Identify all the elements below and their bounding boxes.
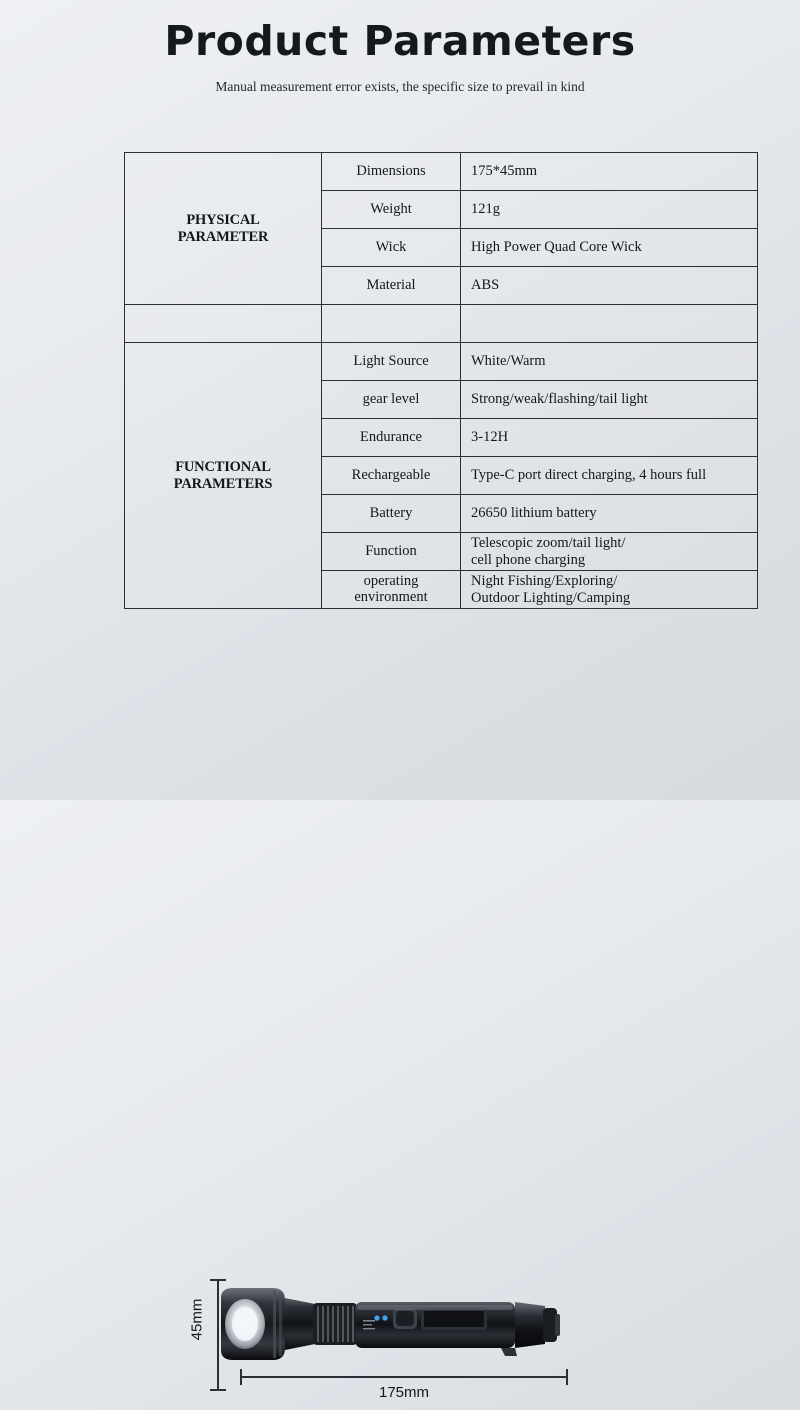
spec-key-line1: operating bbox=[363, 572, 419, 589]
spec-key: Light Source bbox=[322, 343, 461, 381]
height-dimension bbox=[188, 1279, 224, 1391]
spec-value: White/Warm bbox=[461, 343, 758, 381]
spec-key: Endurance bbox=[322, 419, 461, 457]
spec-value: 26650 lithium battery bbox=[461, 495, 758, 533]
battery-indicator-led bbox=[382, 1315, 387, 1320]
spec-value: 3-12H bbox=[461, 419, 758, 457]
spec-key-line2: environment bbox=[354, 588, 428, 605]
group-label-functional bbox=[125, 343, 322, 609]
length-dimension-label: 175mm bbox=[378, 1384, 430, 1401]
dimension-cap bbox=[210, 1389, 226, 1391]
spec-key: Weight bbox=[322, 191, 461, 229]
specification-table bbox=[124, 152, 758, 609]
group-label-line1: PHYSICAL bbox=[186, 212, 260, 229]
spec-key: Dimensions bbox=[322, 153, 461, 191]
spec-key bbox=[322, 571, 461, 609]
zoom-ring bbox=[313, 1303, 357, 1345]
spacer-cell bbox=[322, 305, 461, 343]
spec-value-line2: Outdoor Lighting/Camping bbox=[471, 589, 631, 606]
height-dimension-label: 45mm bbox=[188, 1298, 206, 1341]
flashlight-tailcap bbox=[515, 1302, 545, 1348]
spec-key: Function bbox=[322, 533, 461, 571]
length-dimension bbox=[240, 1376, 568, 1410]
spec-value-line2: cell phone charging bbox=[471, 551, 586, 568]
tail-button bbox=[555, 1314, 560, 1336]
table-row bbox=[125, 153, 758, 191]
spec-value: Strong/weak/flashing/tail light bbox=[461, 381, 758, 419]
group-label-physical bbox=[125, 153, 322, 305]
pocket-clip bbox=[501, 1348, 517, 1356]
spacer-cell bbox=[125, 305, 322, 343]
dimension-line bbox=[240, 1376, 568, 1378]
spec-value: Type-C port direct charging, 4 hours full bbox=[461, 457, 758, 495]
spec-key: Rechargeable bbox=[322, 457, 461, 495]
page-title: Product Parameters bbox=[164, 17, 636, 65]
table-row bbox=[125, 343, 758, 381]
group-label-line2: PARAMETER bbox=[177, 228, 269, 245]
group-label-line1: FUNCTIONAL bbox=[175, 459, 271, 476]
dimension-line bbox=[217, 1279, 219, 1391]
spec-value: 121g bbox=[461, 191, 758, 229]
spec-value-line1: Night Fishing/Exploring/ bbox=[471, 573, 618, 590]
spec-value: 175*45mm bbox=[461, 153, 758, 191]
spec-value bbox=[461, 533, 758, 571]
spec-value bbox=[461, 571, 758, 609]
spec-key: Material bbox=[322, 267, 461, 305]
spec-key: Wick bbox=[322, 229, 461, 267]
dimension-cap bbox=[566, 1369, 568, 1385]
spec-value-line1: Telescopic zoom/tail light/ bbox=[471, 535, 626, 552]
flashlight-neck bbox=[285, 1298, 315, 1350]
spacer-cell bbox=[461, 305, 758, 343]
battery-indicator-led bbox=[374, 1315, 379, 1320]
spec-value: High Power Quad Core Wick bbox=[461, 229, 758, 267]
table-spacer-row bbox=[125, 305, 758, 343]
spec-key: gear level bbox=[322, 381, 461, 419]
group-label-line2: PARAMETERS bbox=[173, 475, 273, 492]
flashlight-image bbox=[215, 1264, 575, 1384]
product-illustration bbox=[0, 628, 800, 1401]
spec-value: ABS bbox=[461, 267, 758, 305]
spec-key: Battery bbox=[322, 495, 461, 533]
page-subtitle: Manual measurement error exists, the specific size to prevail in kind bbox=[215, 79, 585, 94]
